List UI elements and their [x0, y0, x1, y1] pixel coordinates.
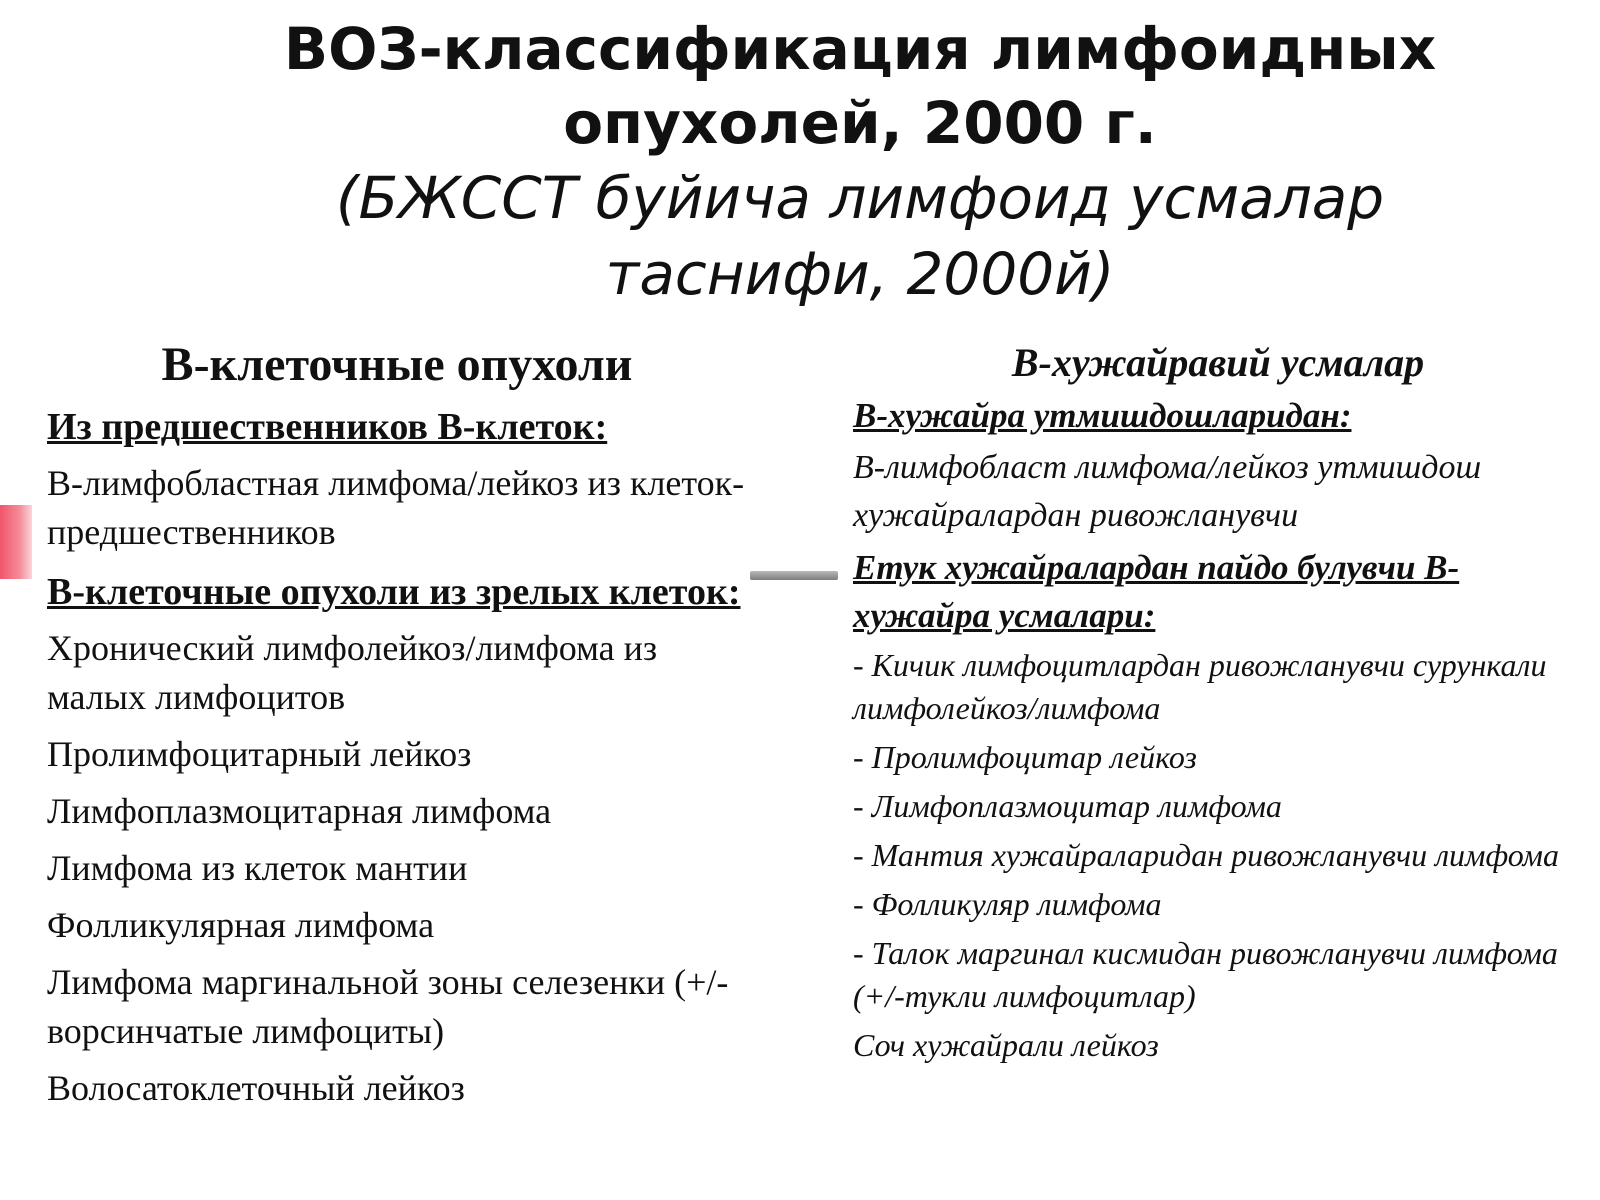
right-mature-item: - Талок маргинал кисмидан ривожланувчи лимфома (+/-тукли лимфоцитлар)	[853, 935, 1558, 1014]
right-mature-item: - Пролимфоцитар лейкоз	[853, 739, 1197, 775]
left-mature-item: Лимфоплазмоцитарная лимфома	[47, 791, 552, 831]
right-column-uzbek	[853, 338, 1583, 1073]
left-mature-item: Волосатоклеточный лейкоз	[47, 1068, 465, 1108]
title-line-1: ВОЗ-классификация лимфоидных	[283, 15, 1437, 83]
right-mature-item: - Мантия хужайраларидан ривожланувчи лимфома	[853, 837, 1559, 873]
title-line-2: опухолей, 2000 г.	[563, 89, 1157, 157]
left-precursor-heading: Из предшественников В-клеток:	[47, 406, 608, 448]
right-heading: В-хужайравий усмалар	[1011, 340, 1425, 385]
accent-bar	[0, 505, 32, 579]
left-column-russian	[47, 332, 747, 1121]
left-mature-item: Фолликулярная лимфома	[47, 905, 435, 945]
left-mature-item: Лимфома из клеток мантии	[47, 848, 468, 888]
right-precursor-heading: В-хужайра утмишдошларидан:	[853, 396, 1352, 435]
right-mature-item: Соч хужайрали лейкоз	[853, 1027, 1159, 1063]
left-precursor-item: В-лимфобластная лимфома/лейкоз из клеток-предшественников	[47, 463, 745, 552]
left-mature-item: Хронический лимфолейкоз/лимфома из малых лимфоцитов	[47, 628, 658, 717]
right-mature-item: - Лимфоплазмоцитар лимфома	[853, 788, 1282, 824]
subtitle-line-2: таснифи, 2000й)	[605, 240, 1115, 308]
right-mature-heading: Етук хужайралардан пайдо булувчи В-хужайра усмалари:	[853, 548, 1460, 635]
left-mature-item: Пролимфоцитарный лейкоз	[47, 734, 472, 774]
left-mature-item: Лимфома маргинальной зоны селезенки (+/-ворсинчатые лимфоциты)	[47, 962, 729, 1051]
right-precursor-item: В-лимфобласт лимфома/лейкоз утмишдош хужайралардан ривожланувчи	[853, 449, 1482, 534]
right-mature-item: - Кичик лимфоцитлардан ривожланувчи сурункали лимфолейкоз/лимфома	[853, 647, 1547, 726]
left-heading: В-клеточные опухоли	[161, 338, 633, 391]
subtitle-line-1: (БЖССТ буйича лимфоид усмалар	[335, 164, 1385, 232]
column-divider	[750, 571, 838, 580]
right-mature-item: - Фолликуляр лимфома	[853, 886, 1162, 922]
left-mature-heading: В-клеточные опухоли из зрелых клеток:	[47, 571, 741, 613]
slide-title	[230, 12, 1490, 312]
